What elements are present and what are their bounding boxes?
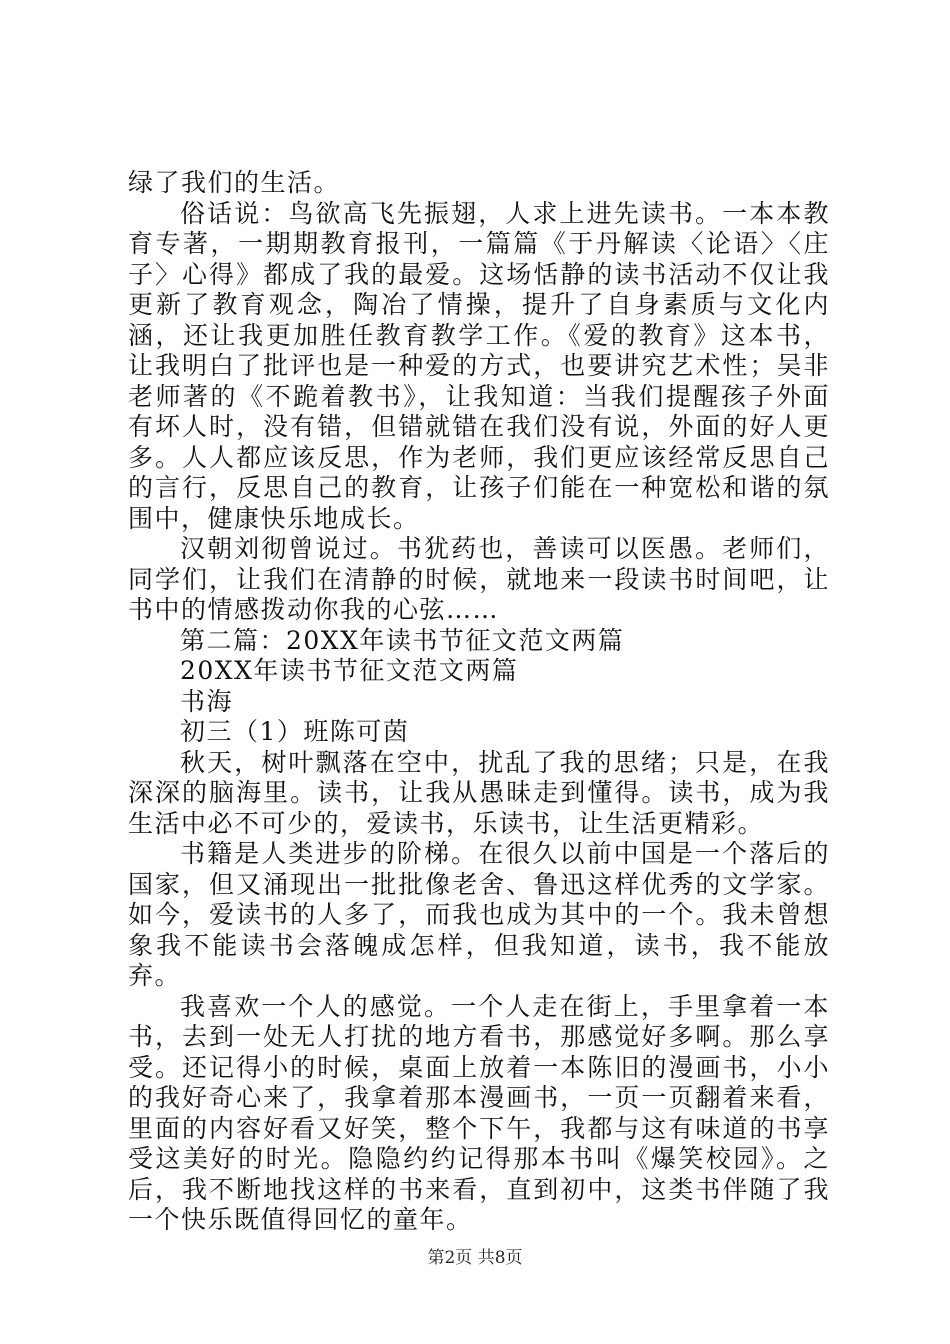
body-text bbox=[128, 168, 830, 1236]
paragraph-books-ladder: 书籍是人类进步的阶梯。在很久以前中国是一个落后的国家，但又涌现出一批批像老舍、鲁迅这样优秀的文学家。如今，爱读书的人多了，而我也成为其中的一个。我未曾想象我不能读书会落魄成怎样，但我知道，读书，我不能放弃。 bbox=[128, 839, 830, 990]
section-heading: 第二篇：20XX年读书节征文范文两篇 bbox=[180, 625, 625, 655]
paragraph-closing: 汉朝刘彻曾说过。书犹药也，善读可以医愚。老师们，同学们，让我们在清静的时候，就地来一段读书时间吧，让书中的情感拨动你我的心弦…… bbox=[128, 534, 830, 624]
paragraph-alone: 我喜欢一个人的感觉。一个人走在街上，手里拿着一本书，去到一处无人打扰的地方看书，那感觉好多啊。那么享受。还记得小的时候，桌面上放着一本陈旧的漫画书，小小的我好奇心来了，我拿着那本漫画书，一页一页翻着来看，里面的内容好看又好笑，整个下午，我都与这有味道的书享受这美好的时光。隐隐约约记得那本书叫《爆笑校园》。之后，我不断地找这样的书来看，直到初中，这类书伴随了我一个快乐既值得回忆的童年。 bbox=[128, 991, 830, 1234]
paragraph-autumn: 秋天，树叶飘落在空中，扰乱了我的思绪；只是，在我深深的脑海里。读书，让我从愚昧走到懂得。读书，成为我生活中必不可少的，爱读书，乐读书，让生活更精彩。 bbox=[128, 747, 830, 838]
essay-title: 书海 bbox=[180, 686, 234, 716]
paragraph-proverb: 俗话说：鸟欲高飞先振翅，人求上进先读书。一本本教育专著，一期期教育报刊，一篇篇《于丹解读〈论语〉〈庄子〉心得》都成了我的最爱。这场恬静的读书活动不仅让我更新了教育观念，陶冶了情操，提升了自身素质与文化内涵，还让我更加胜任教育教学工作。《爱的教育》这本书，让我明白了批评也是一种爱的方式，也要讲究艺术性；吴非老师著的《不跪着教书》，让我知道：当我们提醒孩子外面有坏人时，没有错，但错就错在我们没有说，外面的好人更多。人人都应该反思，作为老师，我们更应该经常反思自己的言行，反思自己的教育，让孩子们能在一种宽松和谐的氛围中，健康快乐地成长。 bbox=[128, 198, 830, 533]
paragraph-continuation: 绿了我们的生活。 bbox=[128, 168, 341, 197]
page-footer: 第2页 共8页 bbox=[427, 1248, 523, 1268]
essay-author: 初三（1）班陈可茵 bbox=[180, 717, 410, 746]
essay-collection-title: 20XX年读书节征文范文两篇 bbox=[180, 656, 519, 685]
